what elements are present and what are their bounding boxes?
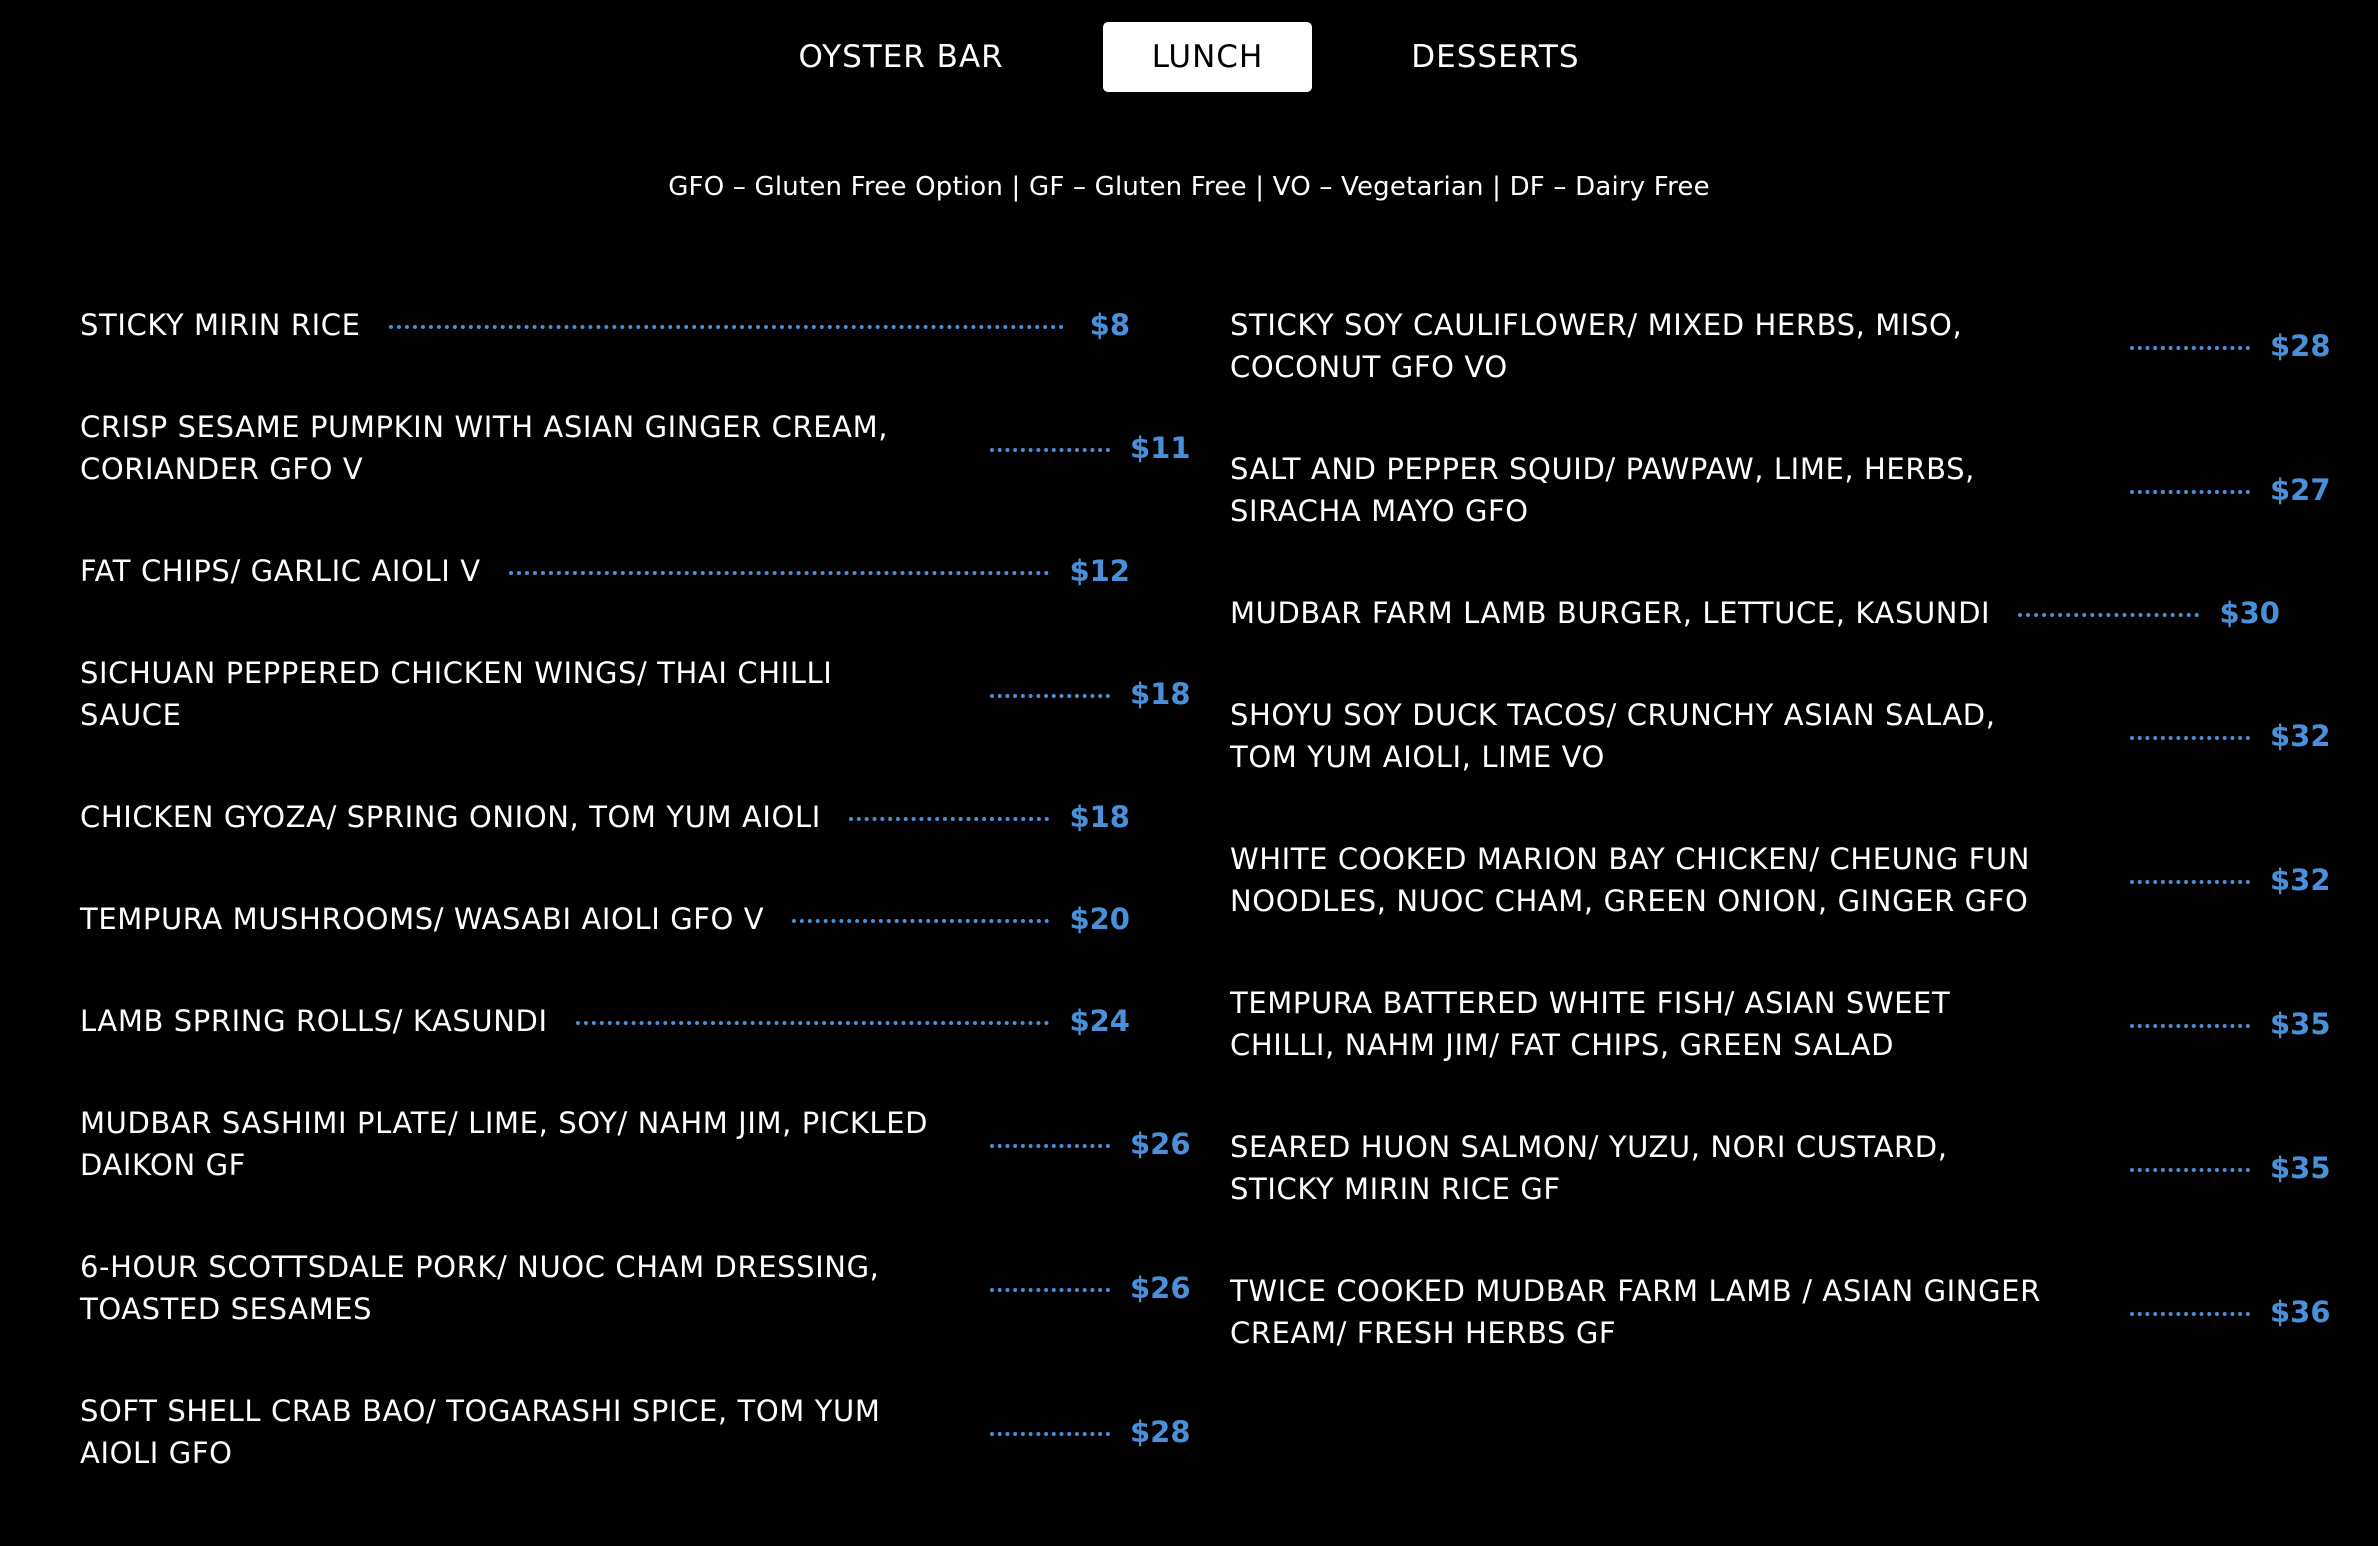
dot-leader — [2130, 490, 2250, 494]
dot-leader — [389, 325, 1064, 329]
menu-item — [1230, 592, 2280, 634]
menu-item — [80, 406, 1191, 490]
menu-item-price: $28 — [1130, 1415, 1191, 1449]
menu-item-name: WHITE COOKED MARION BAY CHICKEN/ CHEUNG FUN NOODLES, NUOC CHAM, GREEN ONION, GINGER GFO — [1230, 842, 2031, 918]
menu-item-price: $24 — [1069, 1004, 1130, 1038]
menu-item-price: $28 — [2270, 329, 2331, 363]
menu-item — [80, 1390, 1191, 1474]
menu-item-name: FAT CHIPS/ GARLIC AIOLI V — [80, 554, 481, 588]
menu-item-name: STICKY MIRIN RICE — [80, 308, 361, 342]
menu-item-name: TEMPURA MUSHROOMS/ WASABI AIOLI GFO V — [80, 902, 765, 936]
menu-item-price: $20 — [1069, 902, 1130, 936]
menu-item-price: $12 — [1069, 554, 1130, 588]
dot-leader — [576, 1021, 1050, 1025]
menu-item — [80, 304, 1130, 346]
menu-item — [1230, 304, 2331, 388]
dot-leader — [849, 817, 1050, 821]
menu-item-name: TWICE COOKED MUDBAR FARM LAMB / ASIAN GINGER CREAM/ FRESH HERBS GF — [1230, 1274, 2041, 1350]
dot-leader — [990, 448, 1110, 452]
dot-leader — [2130, 346, 2250, 350]
menu-item — [1230, 448, 2331, 532]
menu-item-price: $11 — [1130, 431, 1191, 465]
menu-item-price: $27 — [2270, 473, 2331, 507]
menu-item-name: SICHUAN PEPPERED CHICKEN WINGS/ THAI CHILLI SAUCE — [80, 656, 833, 732]
menu-item-price: $35 — [2270, 1007, 2331, 1041]
dot-leader — [2130, 1024, 2250, 1028]
menu-item — [1230, 838, 2331, 922]
menu-column-left — [80, 304, 1191, 1534]
menu-item — [1230, 694, 2331, 778]
menu-item-name: SOFT SHELL CRAB BAO/ TOGARASHI SPICE, TOM YUM AIOLI GFO — [80, 1394, 881, 1470]
dot-leader — [509, 571, 1050, 575]
menu-item-name: MUDBAR SASHIMI PLATE/ LIME, SOY/ NAHM JIM, PICKLED DAIKON GF — [80, 1106, 929, 1182]
menu-item-name: 6-HOUR SCOTTSDALE PORK/ NUOC CHAM DRESSING, TOASTED SESAMES — [80, 1250, 880, 1326]
dot-leader — [990, 694, 1110, 698]
tab-lunch[interactable]: LUNCH — [1103, 22, 1313, 92]
menu-item — [80, 550, 1130, 592]
menu-item — [1230, 1270, 2331, 1354]
menu-item-name: LAMB SPRING ROLLS/ KASUNDI — [80, 1004, 548, 1038]
dot-leader — [792, 919, 1049, 923]
menu-item-name: MUDBAR FARM LAMB BURGER, LETTUCE, KASUNDI — [1230, 596, 1991, 630]
dot-leader — [2130, 736, 2250, 740]
menu-item-price: $36 — [2270, 1295, 2331, 1329]
menu-item-price: $18 — [1069, 800, 1130, 834]
tab-oyster-bar[interactable]: OYSTER BAR — [798, 39, 1004, 75]
menu-tabs — [0, 22, 2378, 92]
menu-item-price: $32 — [2270, 719, 2331, 753]
menu-item-price: $32 — [2270, 863, 2331, 897]
menu-item-price: $26 — [1130, 1271, 1191, 1305]
menu-column-right — [1230, 304, 2331, 1414]
menu-item — [1230, 1126, 2331, 1210]
menu-item-name: SEARED HUON SALMON/ YUZU, NORI CUSTARD, STICKY MIRIN RICE GF — [1230, 1130, 1948, 1206]
menu-item-name: SALT AND PEPPER SQUID/ PAWPAW, LIME, HERBS, SIRACHA MAYO GFO — [1230, 452, 1975, 528]
menu-item-price: $30 — [2219, 596, 2280, 630]
menu-item-name: CRISP SESAME PUMPKIN WITH ASIAN GINGER CREAM, CORIANDER GFO V — [80, 410, 889, 486]
dot-leader — [2130, 1312, 2250, 1316]
dot-leader — [2130, 880, 2250, 884]
menu-item-name: TEMPURA BATTERED WHITE FISH/ ASIAN SWEET CHILLI, NAHM JIM/ FAT CHIPS, GREEN SALAD — [1230, 986, 1951, 1062]
menu-item — [80, 1000, 1130, 1042]
menu-item-name: SHOYU SOY DUCK TACOS/ CRUNCHY ASIAN SALAD, TOM YUM AIOLI, LIME VO — [1230, 698, 1996, 774]
menu-item-name: STICKY SOY CAULIFLOWER/ MIXED HERBS, MISO, COCONUT GFO VO — [1230, 308, 1963, 384]
dot-leader — [990, 1144, 1110, 1148]
menu-item-price: $35 — [2270, 1151, 2331, 1185]
menu-item — [80, 1102, 1191, 1186]
dietary-legend: GFO – Gluten Free Option | GF – Gluten Free | VO – Vegetarian | DF – Dairy Free — [668, 172, 1710, 202]
menu-item — [80, 898, 1130, 940]
menu-item — [80, 796, 1130, 838]
menu-item — [1230, 982, 2331, 1066]
menu-item-name: CHICKEN GYOZA/ SPRING ONION, TOM YUM AIOLI — [80, 800, 821, 834]
menu-item-price: $18 — [1130, 677, 1191, 711]
menu-item-price: $26 — [1130, 1127, 1191, 1161]
tab-desserts[interactable]: DESSERTS — [1411, 39, 1580, 75]
dot-leader — [2018, 613, 2199, 617]
menu-item — [80, 1246, 1191, 1330]
dot-leader — [990, 1288, 1110, 1292]
dot-leader — [2130, 1168, 2250, 1172]
menu-item-price: $8 — [1089, 308, 1130, 342]
menu-item — [80, 652, 1191, 736]
dot-leader — [990, 1432, 1110, 1436]
